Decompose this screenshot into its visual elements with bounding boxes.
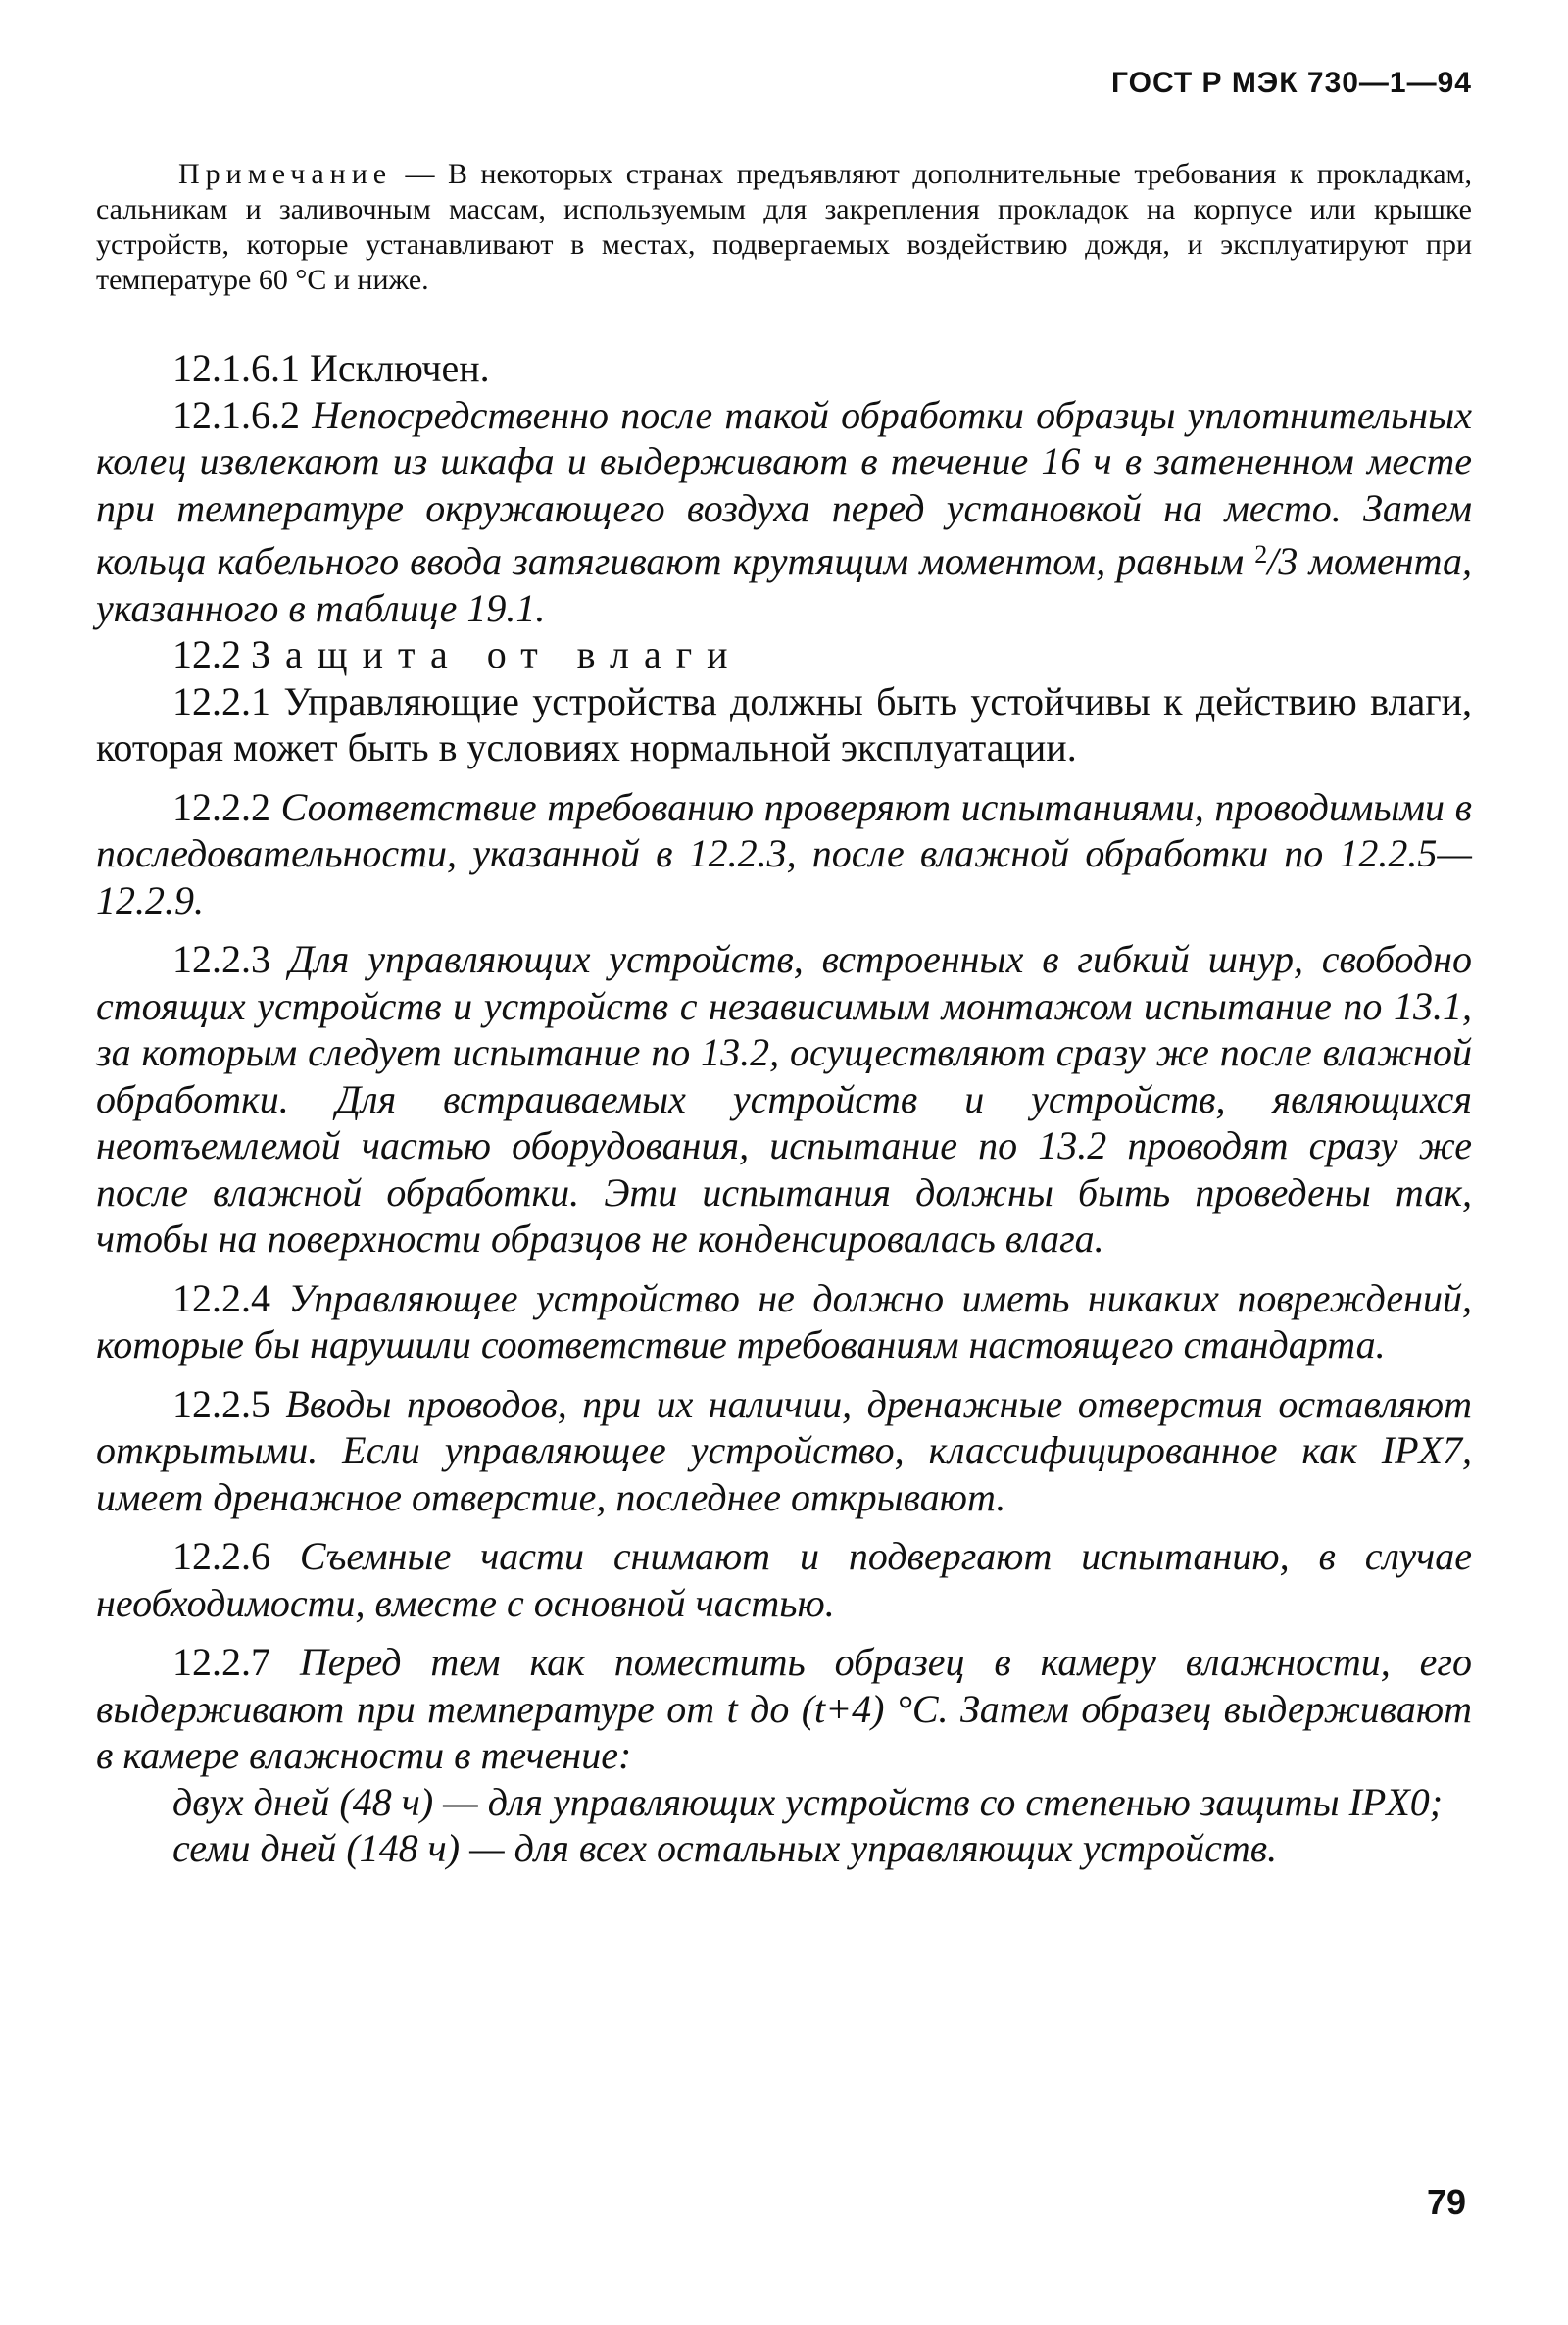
clause-text: Соответствие требованию проверяют испытаниями, проводимыми в последовательности, указанной в 12.2.3, после влажной обработки по 12.2.5—12.2.9. [96,784,1473,922]
clause-number: 12.2.6 [172,1534,270,1578]
list-item-text: двух дней (48 ч) — для управляющих устройств со степенью защиты IPX0; [172,1779,1444,1824]
clause-number: 12.2.7 [172,1640,270,1684]
clause-12-1-6-1 [96,345,1472,392]
clause-text: Управляющее устройство не должно иметь никаких повреждений, которые бы нарушили соответствие требованиям настоящего стандарта. [96,1275,1472,1366]
clause-12-2-5 [96,1381,1472,1521]
fraction-denominator: /3 [1267,539,1298,583]
document-header: ГОСТ Р МЭК 730—1—94 [1111,67,1472,99]
clause-12-2-4 [96,1275,1472,1368]
clause-12-2-1 [96,678,1472,771]
fraction-numerator: 2 [1254,540,1268,569]
section-title: Защита от влаги [251,632,743,676]
list-item-text: семи дней (148 ч) — для всех остальных управляющих устройств. [172,1826,1278,1870]
clause-number: 12.1.6.2 [172,392,300,437]
clause-12-2-7 [96,1639,1472,1779]
clause-12-2-3 [96,936,1472,1262]
clause-number: 12.2.5 [172,1381,270,1426]
note-label: Примечание [178,158,393,190]
section-12-2-heading [96,631,1472,678]
note-text: — В некоторых странах предъявляют дополнительные требования к прокладкам, сальникам и заливочным массам, используемым для закрепления прокладок на корпусе или крышке устройств, которые устанавливают в местах, подвергаемых воздействию дождя, и эксплуатируют при температуре 60 °С и ниже. [96,158,1472,296]
clause-text: Перед тем как поместить образец в камеру влажности, его выдерживают при температуре от t до (t+4) °С. Затем образец выдерживают в камере влажности в течение: [96,1640,1473,1777]
clause-text: Вводы проводов, при их наличии, дренажные отверстия оставляют открытыми. Если управляющее устройство, классифицированное как IPX7, имеет дренажное отверстие, последнее открывают. [96,1381,1472,1519]
clause-12-1-6-2 [96,392,1472,632]
clause-text: Управляющие устройства должны быть устойчивы к действию влаги, которая может быть в условиях нормальной эксплуатации. [96,678,1473,769]
section-number: 12.2 [172,632,241,676]
clause-number: 12.2.4 [172,1275,270,1320]
clause-number: 12.2.2 [172,784,270,829]
clause-12-2-6 [96,1533,1472,1626]
main-content [96,345,1472,1872]
clause-number: 12.1.6.1 [172,346,300,390]
clause-text: Съемные части снимают и подвергают испытанию, в случае необходимости, вместе с основной частью. [96,1534,1472,1625]
list-item-seven-days [96,1825,1472,1872]
list-item-two-days [96,1779,1472,1826]
page-number: 79 [1426,2182,1466,2222]
clause-text: Для управляющих устройств, встроенных в гибкий шнур, свободно стоящих устройств и устройств с независимым монтажом испытание по 13.1, за которым следует испытание по 13.2, осуществляют сразу же после влажной обработки. Для встраиваемых устройств и устройств, являющихся неотъемлемой частью оборудования, испытание по 13.2 проводят сразу же после влажной обработки. Эти испытания должны быть проведены так, чтобы на поверхности образцов не конденсировалась влага. [96,937,1473,1261]
note-paragraph [96,157,1472,298]
clause-number: 12.2.1 [172,678,270,723]
clause-12-2-2 [96,784,1472,924]
clause-text-continued: момента, указанного в таблице 19.1. [96,539,1472,630]
clause-text: Непосредственно после такой обработки образцы уплотнительных колец извлекают из шкафа и выдерживают в течение 16 ч в затененном месте при температуре окружающего воздуха перед установкой на место. Затем кольца кабельного ввода затягивают крутящим моментом, равным [96,392,1472,583]
clause-text: Исключен. [310,346,490,390]
clause-number: 12.2.3 [172,937,270,981]
